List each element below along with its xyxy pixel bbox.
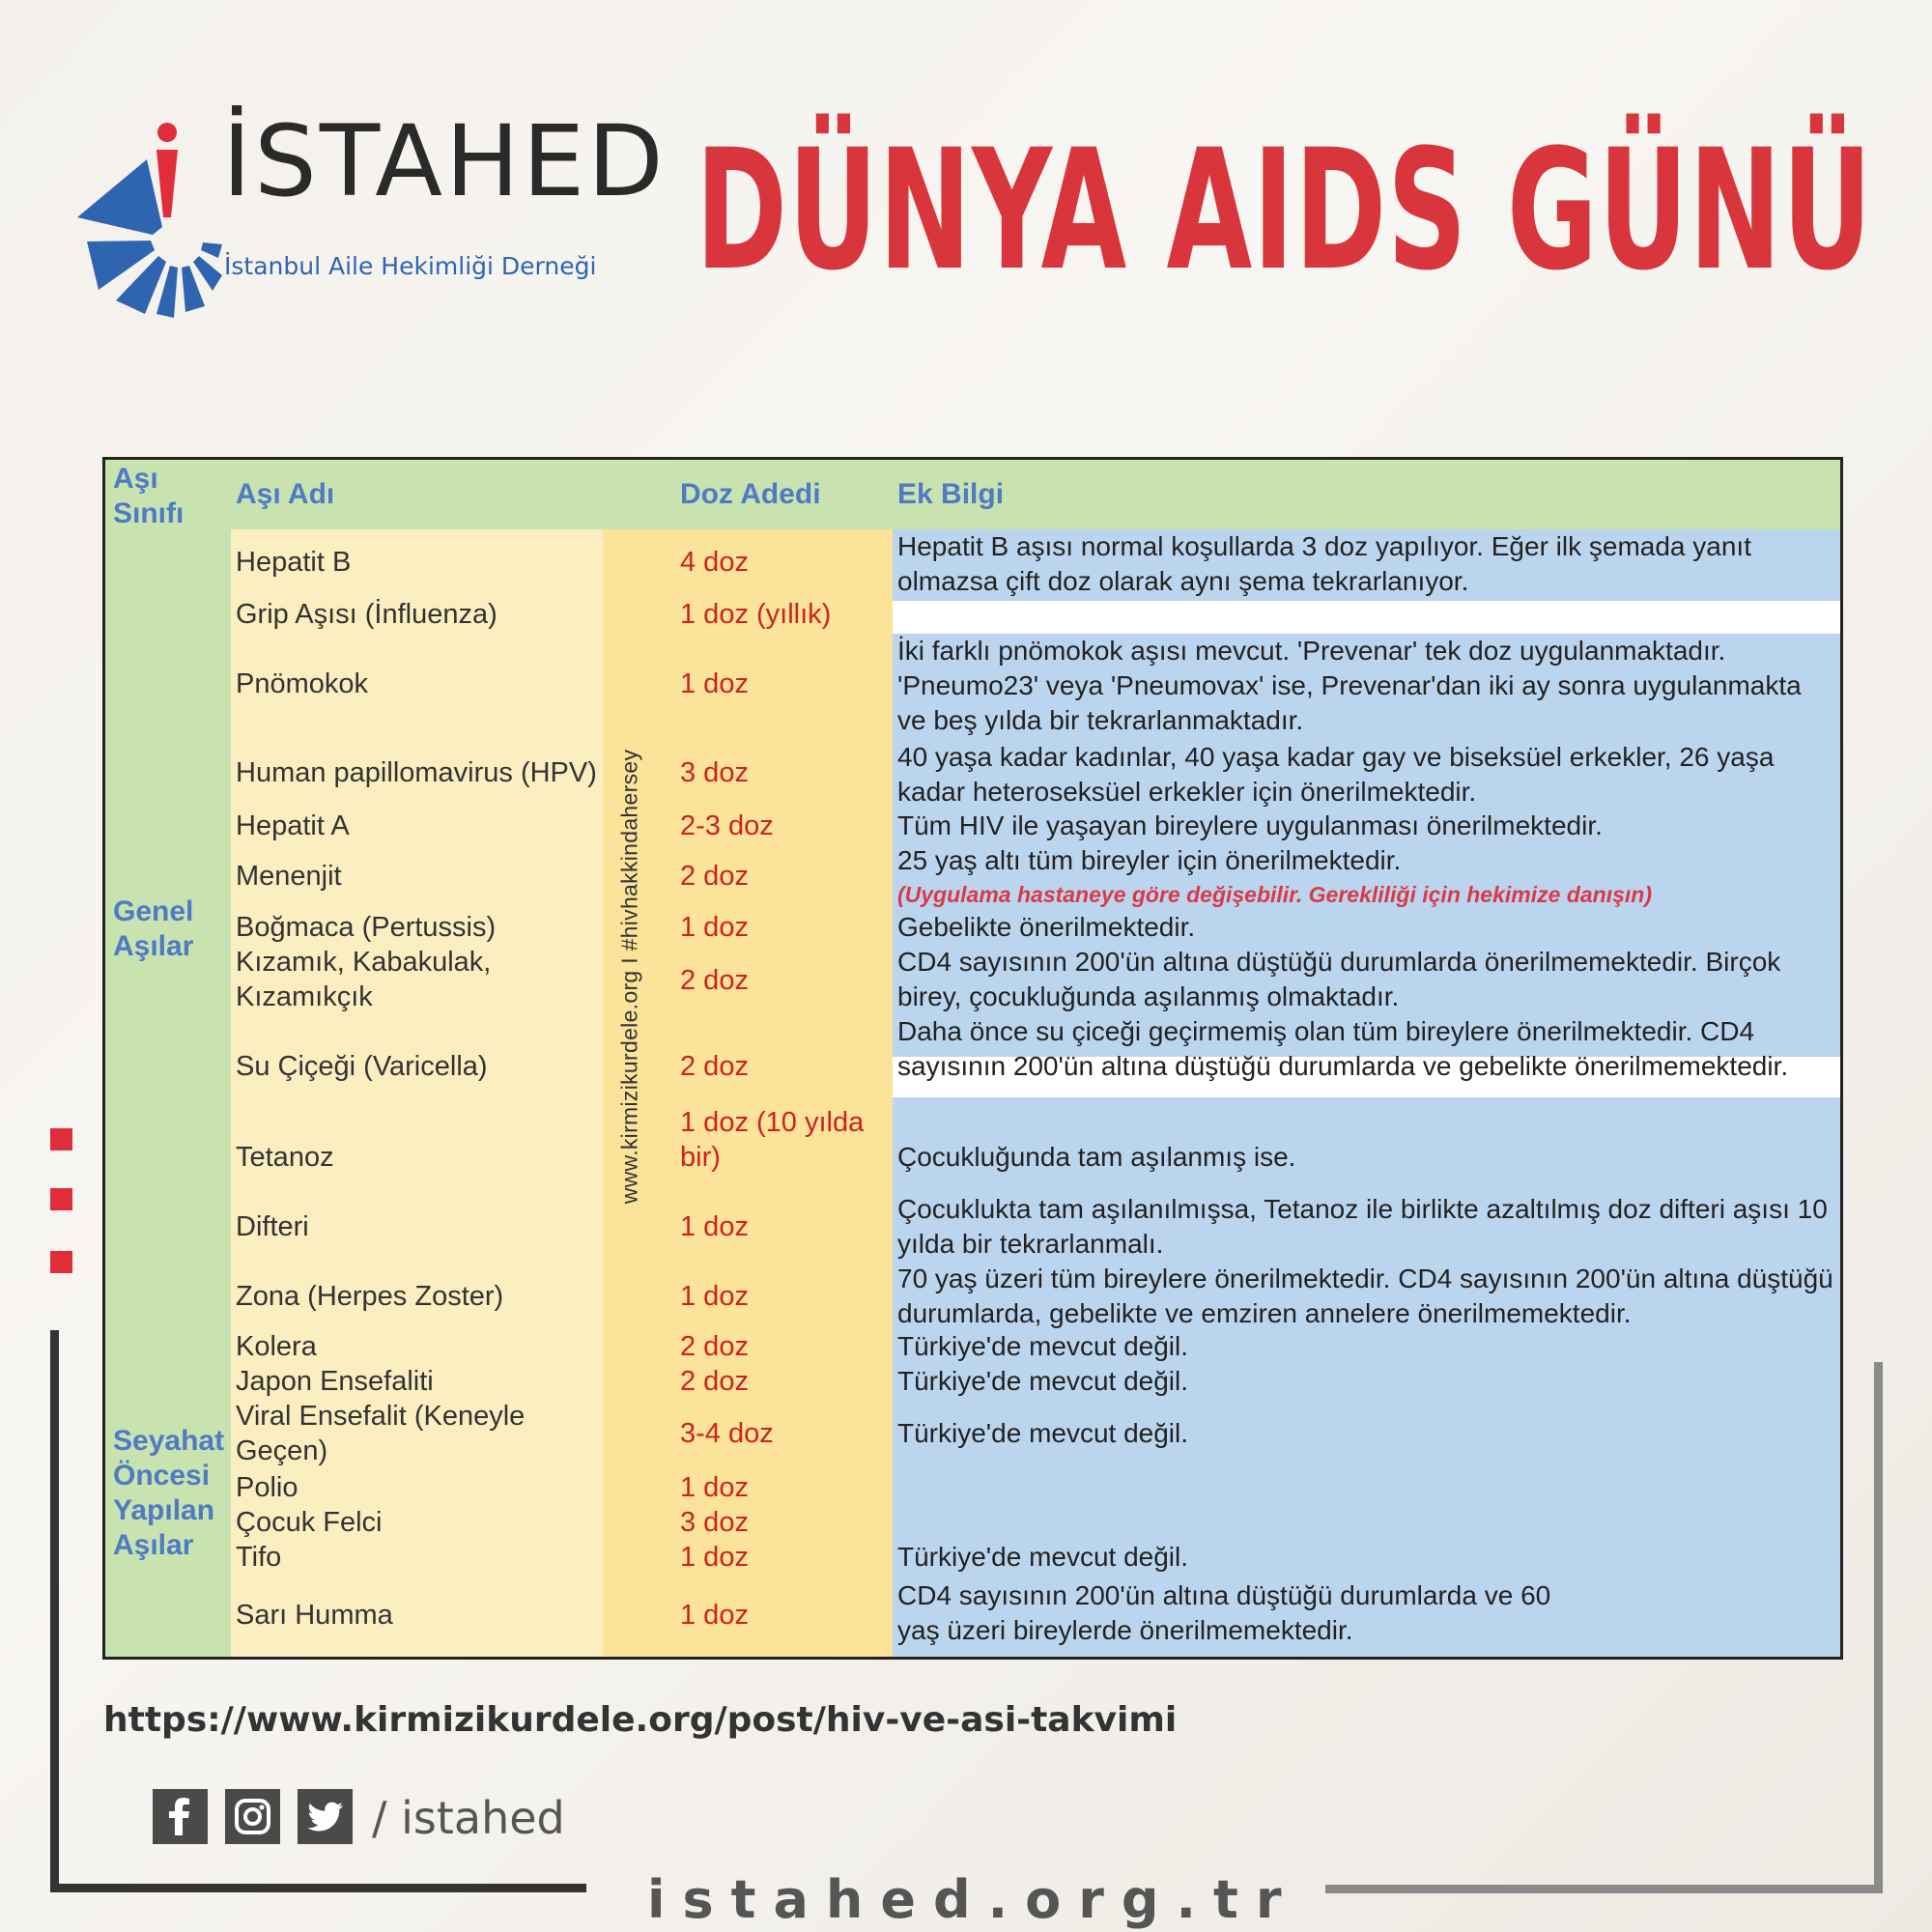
row-name: Japon Ensefaliti	[236, 1366, 434, 1397]
header-name: Aşı Adı	[236, 478, 335, 510]
row-info: CD4 sayısının 200'ün altına düştüğü durumlarda ve 60 yaş üzeri bireylerde önerilmemektedir.	[897, 1580, 1551, 1645]
row-name: Zona (Herpes Zoster)	[236, 1281, 504, 1312]
row-info: Hepatit B aşısı normal koşullarda 3 doz yapılıyor. Eğer ilk şemada yanıt olmazsa çift doz olarak aynı şema tekrarlanıyor.	[897, 531, 1751, 596]
frame-line	[50, 1330, 59, 1892]
row-name: Su Çiçeği (Varicella)	[236, 1051, 488, 1082]
row-info: Çocuklukta tam aşılanılmışsa, Tetanoz ile birlikte azaltılmış doz difteri aşısı 10 yılda bir tekrarlanmalı.	[897, 1194, 1828, 1259]
header-info: Ek Bilgi	[897, 478, 1005, 510]
decor-dot	[50, 1188, 72, 1210]
row-name: Grip Aşısı (İnfluenza)	[236, 599, 497, 630]
instagram-icon[interactable]	[225, 1789, 280, 1844]
frame-line	[1874, 1362, 1883, 1893]
facebook-icon[interactable]	[153, 1789, 208, 1844]
row-dose: 2 doz	[680, 1051, 749, 1082]
row-dose: 1 doz	[680, 1542, 749, 1573]
row-dose: 2 doz	[680, 965, 749, 996]
row-dose: 3 doz	[680, 1507, 749, 1538]
vaccine-table	[102, 457, 1843, 1660]
istahed-logo	[77, 104, 667, 319]
row-info: CD4 sayısının 200'ün altına düştüğü durumlarda önerilmemektedir. Birçok birey, çocukluğunda aşılanmış olmaktadır.	[897, 947, 1781, 1011]
header-dose: Doz Adedi	[680, 478, 821, 510]
row-name: Boğmaca (Pertussis)	[236, 912, 497, 943]
row-name: Tifo	[236, 1542, 282, 1573]
row-info: Türkiye'de mevcut değil.	[897, 1418, 1189, 1448]
header-class: Aşı Sınıfı	[113, 463, 185, 529]
row-name: Kolera	[236, 1331, 317, 1362]
row-dose: 2-3 doz	[680, 810, 774, 841]
row-dose: 2 doz	[680, 1366, 749, 1397]
row-dose: 1 doz (10 yılda bir)	[680, 1107, 865, 1173]
row-name: Viral Ensefalit (Keneyle Geçen)	[236, 1401, 526, 1466]
decor-dot	[50, 1251, 72, 1273]
row-info: 70 yaş üzeri tüm bireylere önerilmektedir. CD4 sayısının 200'ün altına düştüğü durumlarda, gebelikte ve emziren annelere önerilmemektedir.	[897, 1264, 1833, 1328]
row-name: Polio	[236, 1472, 298, 1503]
row-info: Çocukluğunda tam aşılanmış ise.	[897, 1142, 1296, 1172]
row-info: 25 yaş altı tüm bireyler için önerilmektedir.	[897, 845, 1402, 875]
class-general: Genel Aşılar	[113, 895, 194, 962]
row-dose: 1 doz	[680, 1211, 749, 1242]
row-dose: 1 doz	[680, 1472, 749, 1503]
row-dose: 3-4 doz	[680, 1418, 774, 1449]
frame-line	[1325, 1885, 1883, 1893]
frame-line	[50, 1884, 586, 1892]
website-label[interactable]: istahed.org.tr	[647, 1869, 1299, 1930]
row-dose: 1 doz	[680, 668, 749, 699]
row-name: Human papillomavirus (HPV)	[236, 757, 597, 788]
decor-dot	[50, 1128, 72, 1151]
row-name: Hepatit B	[236, 547, 352, 578]
watermark-vertical: www.kirmizikurdele.org I #hivhakkindahersey	[616, 749, 642, 1205]
row-info: Gebelikte önerilmektedir.	[897, 912, 1196, 942]
row-info: Türkiye'de mevcut değil.	[897, 1366, 1189, 1396]
row-dose: 3 doz	[680, 757, 749, 788]
row-info: İki farklı pnömokok aşısı mevcut. 'Prevenar' tek doz uygulanmaktadır. 'Pneumo23' veya 'Pneumovax' ise, Prevenar'dan iki ay sonra uygulanmakta ve beş yılda bir tekrarlanmaktadır.	[897, 636, 1802, 735]
row-name: Pnömokok	[236, 668, 369, 699]
class-travel: Seyahat Öncesi Yapılan Aşılar	[113, 1425, 225, 1561]
row-dose: 2 doz	[680, 861, 749, 892]
row-dose: 1 doz	[680, 1281, 749, 1312]
social-handle: / istahed	[372, 1792, 565, 1844]
logo-name: İSTAHED	[222, 104, 667, 219]
row-info: Türkiye'de mevcut değil.	[897, 1331, 1189, 1361]
row-name: Hepatit A	[236, 810, 350, 841]
logo-subtitle: İstanbul Aile Hekimliği Derneği	[224, 252, 597, 280]
row-note: (Uygulama hastaneye göre değişebilir. Gerekliliği için hekimize danışın)	[897, 882, 1652, 907]
row-dose: 1 doz (yıllık)	[680, 599, 832, 630]
row-dose: 1 doz	[680, 912, 749, 943]
row-info: Türkiye'de mevcut değil.	[897, 1542, 1189, 1572]
row-name: Çocuk Felci	[236, 1507, 383, 1538]
row-info: Tüm HIV ile yaşayan bireylere uygulanması önerilmektedir.	[897, 810, 1603, 840]
twitter-icon[interactable]	[298, 1789, 353, 1844]
row-name: Difteri	[236, 1211, 309, 1242]
row-name: Tetanoz	[236, 1142, 334, 1173]
source-link[interactable]: https://www.kirmizikurdele.org/post/hiv-ve-asi-takvimi	[103, 1700, 1178, 1740]
logo-mark-icon	[77, 121, 222, 319]
row-name: Sarı Humma	[236, 1600, 393, 1631]
row-info: Daha önce su çiceği geçirmemiş olan tüm bireylere önerilmektedir. CD4 sayısının 200'ün altına düştüğü durumlarda ve gebelikte önerilmemektedir.	[897, 1016, 1789, 1081]
page-title: DÜNYA AIDS GÜNÜ	[696, 113, 1873, 307]
row-dose: 2 doz	[680, 1331, 749, 1362]
row-name: Menenjit	[236, 861, 342, 892]
row-info: 40 yaşa kadar kadınlar, 40 yaşa kadar gay ve biseksüel erkekler, 26 yaşa kadar heteroseksüel erkekler için önerilmektedir.	[897, 742, 1775, 807]
row-name: Kızamık, Kabakulak, Kızamıkçık	[236, 947, 492, 1012]
row-dose: 1 doz	[680, 1600, 749, 1631]
row-dose: 4 doz	[680, 547, 749, 578]
